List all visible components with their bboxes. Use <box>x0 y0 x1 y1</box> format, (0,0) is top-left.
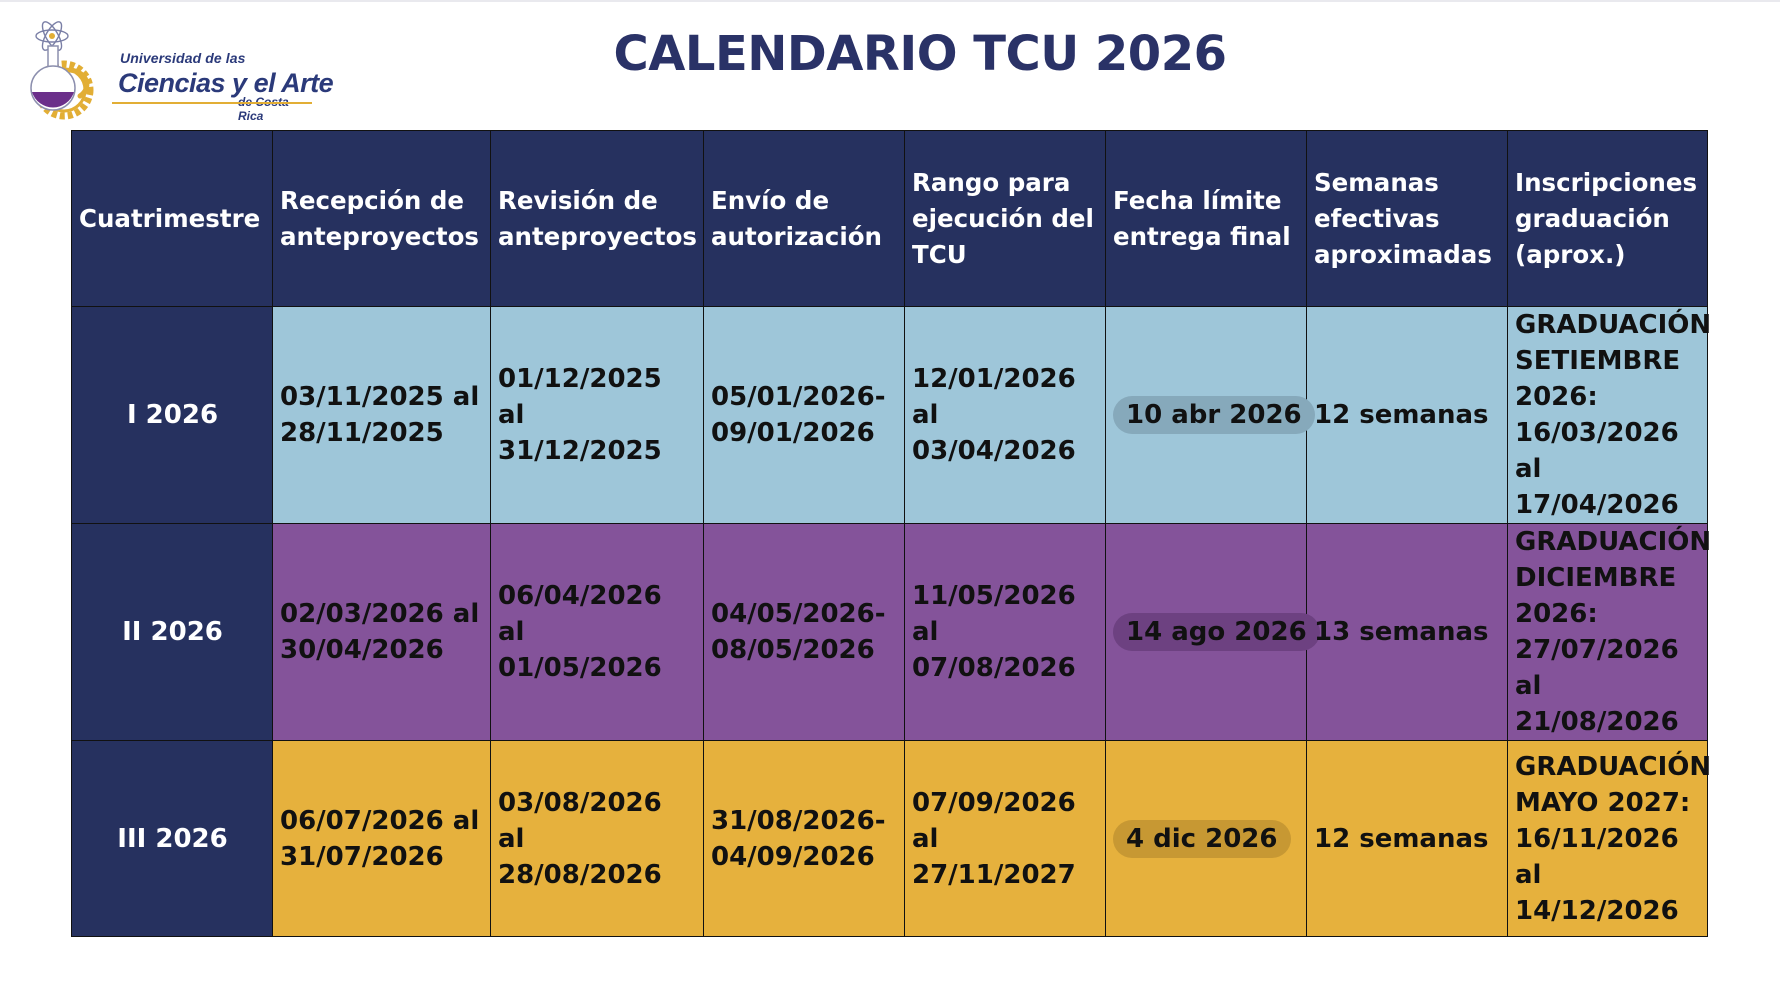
calendar-table <box>71 130 1712 937</box>
recepcion-cell: 02/03/2026 al 30/04/2026 <box>273 524 491 741</box>
rango-cell: 11/05/2026 al 07/08/2026 <box>905 524 1106 741</box>
header-inscripciones: Inscripciones graduación (aprox.) <box>1508 131 1708 307</box>
term-cell: I 2026 <box>72 307 273 524</box>
logo-text <box>102 50 334 123</box>
term-cell: III 2026 <box>72 741 273 937</box>
logo-line-2: Ciencias y el Arte <box>118 68 334 98</box>
header-revision: Revisión de anteproyectos <box>491 131 704 307</box>
fecha-limite-cell <box>1106 524 1307 741</box>
deadline-badge: 10 abr 2026 <box>1113 396 1315 434</box>
page-title: CALENDARIO TCU 2026 <box>613 26 1227 82</box>
table-row <box>72 524 1708 741</box>
flask-emblem-icon <box>18 16 102 120</box>
table-row <box>72 741 1708 937</box>
inscripciones-cell: GRADUACIÓN SETIEMBRE 2026: 16/03/2026 al 17/04/2026 <box>1508 307 1708 524</box>
semanas-cell: 12 semanas <box>1307 741 1508 937</box>
fecha-limite-cell <box>1106 307 1307 524</box>
header-semanas: Semanas efectivas aproximadas <box>1307 131 1508 307</box>
recepcion-cell: 03/11/2025 al 28/11/2025 <box>273 307 491 524</box>
term-cell: II 2026 <box>72 524 273 741</box>
top-divider <box>0 0 1780 2</box>
rango-cell: 07/09/2026 al 27/11/2027 <box>905 741 1106 937</box>
header-recepcion: Recepción de anteproyectos <box>273 131 491 307</box>
envio-cell: 05/01/2026-09/01/2026 <box>704 307 905 524</box>
header-row <box>72 131 1708 307</box>
logo-line-3: Rica <box>238 109 264 123</box>
revision-cell: 06/04/2026 al 01/05/2026 <box>491 524 704 741</box>
semanas-cell: 13 semanas <box>1307 524 1508 741</box>
fecha-limite-cell <box>1106 741 1307 937</box>
revision-cell: 01/12/2025 al 31/12/2025 <box>491 307 704 524</box>
rango-cell: 12/01/2026 al 03/04/2026 <box>905 307 1106 524</box>
recepcion-cell: 06/07/2026 al 31/07/2026 <box>273 741 491 937</box>
envio-cell: 04/05/2026-08/05/2026 <box>704 524 905 741</box>
revision-cell: 03/08/2026 al 28/08/2026 <box>491 741 704 937</box>
university-logo <box>18 16 334 123</box>
logo-rule <box>112 102 312 104</box>
table-row <box>72 307 1708 524</box>
header-fecha-limite: Fecha límite entrega final <box>1106 131 1307 307</box>
header-rango: Rango para ejecución del TCU <box>905 131 1106 307</box>
header-envio: Envío de autorización <box>704 131 905 307</box>
envio-cell: 31/08/2026-04/09/2026 <box>704 741 905 937</box>
deadline-badge: 4 dic 2026 <box>1113 820 1291 858</box>
header-cuatrimestre: Cuatrimestre <box>72 131 273 307</box>
semanas-cell: 12 semanas <box>1307 307 1508 524</box>
inscripciones-cell: GRADUACIÓN MAYO 2027: 16/11/2026 al 14/12/2026 <box>1508 741 1708 937</box>
logo-line-1: Universidad de las <box>120 50 246 66</box>
deadline-badge: 14 ago 2026 <box>1113 613 1320 651</box>
inscripciones-cell: GRADUACIÓN DICIEMBRE 2026: 27/07/2026 al 21/08/2026 <box>1508 524 1708 741</box>
